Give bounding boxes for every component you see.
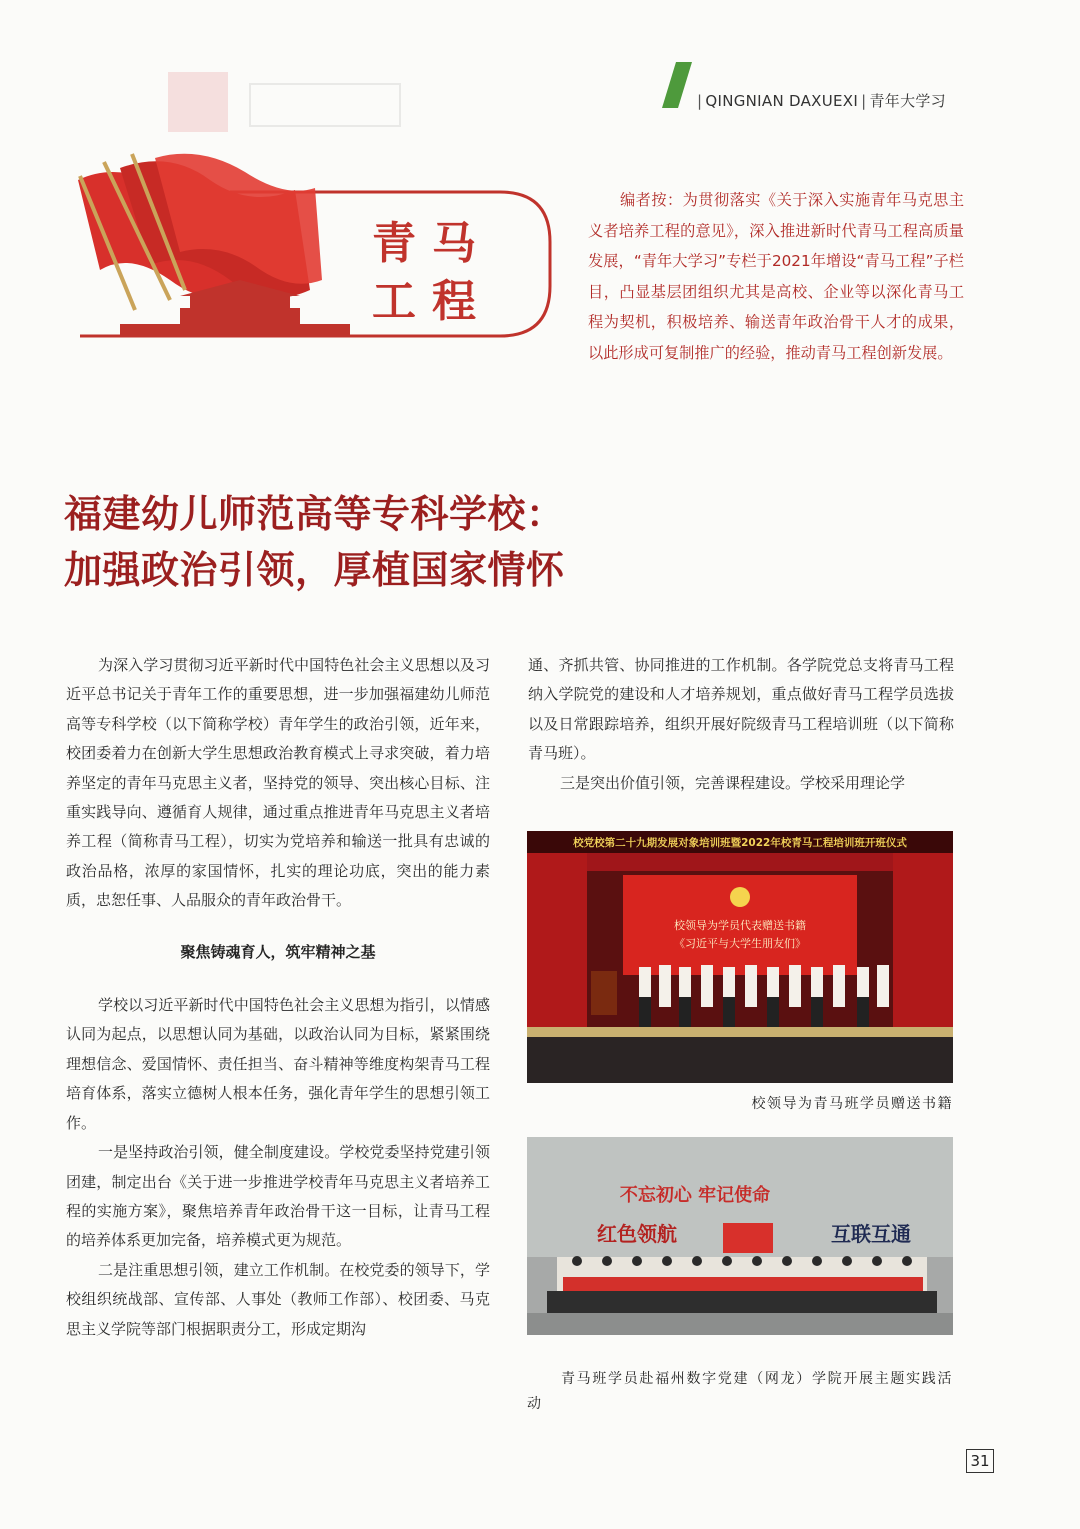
editor-note: 编者按：为贯彻落实《关于深入实施青年马克思主义者培养工程的意见》，深入推进新时代青马工程高质量发展，“青年大学习”专栏于2021年增设“青马工程”子栏目，凸显基层团组织尤其是高校、企业等以深化青马工程为契机，积极培养、输送青年政治骨干人才的成果，以此形成可复制推广的经验，推动青马工程创新发展。 [588, 191, 964, 362]
title-line-2: 加强政治引领，厚植国家情怀 [64, 547, 565, 592]
banner-char-4: 程 [432, 276, 476, 327]
banner-char-3: 工 [372, 276, 416, 327]
photo-book-gifting [527, 831, 953, 1083]
right-column [528, 651, 954, 798]
paragraph-3: 二是注重思想引领，建立工作机制。在校党委的领导下，学校组织统战部、宣传部、人事处（教师工作部）、校团委、马克思主义学院等部门根据职责分工，形成定期沟 [66, 1260, 490, 1338]
title-line-1: 福建幼儿师范高等专科学校： [64, 491, 565, 536]
screen-line-1: 校领导为学员代表赠送书籍 [674, 919, 806, 932]
left-column [66, 651, 490, 1344]
photo-caption-2: 青马班学员赴福州数字党建（网龙）学院开展主题实践活动 [527, 1371, 953, 1412]
photo-caption-1: 校领导为青马班学员赠送书籍 [751, 1096, 953, 1112]
banner-char-2: 马 [432, 218, 476, 269]
paragraph-4: 三是突出价值引领，完善课程建设。学校采用理论学 [560, 773, 906, 792]
faint-column-logo [160, 62, 410, 142]
tiananmen-icon [120, 280, 350, 336]
paragraph-2: 一是坚持政治引领，健全制度建设。学校党委坚持党建引领团建，制定出台《关于进一步推进学校青年马克思主义者培养工程的实施方案》，聚焦培养青年政治骨干这一目标，让青马工程的培养体系更加完备，培养模式更为规范。 [66, 1143, 490, 1250]
qingma-banner [60, 140, 560, 350]
wall-slogan: 不忘初心 牢记使命 [619, 1185, 771, 1206]
stage-banner-text: 校党校第二十九期发展对象培训班暨2022年校青马工程培训班开班仪式 [573, 837, 907, 849]
column-header: | QINGNIAN DAXUEXI | 青年大学习 [697, 92, 946, 110]
party-emblem-icon [730, 887, 750, 907]
green-stripe-icon [662, 62, 692, 108]
page-number: 31 [966, 1449, 994, 1473]
intro-paragraph: 为深入学习贯彻习近平新时代中国特色社会主义思想以及习近平总书记关于青年工作的重要思想，进一步加强福建幼儿师范高等专科学校（以下简称学校）青年学生的政治引领，近年来，校团委着力在创新大学生思想政治教育模式上寻求突破，着力培养坚定的青年马克思主义者，坚持党的领导、突出核心目标、注重实践导向、遵循育人规律，通过重点推进青年马克思主义者培养工程（简称青马工程），切实为党培养和输送一批具有忠诚的政治品格，浓厚的家国情怀，扎实的理论功底，突出的能力素质，忠恕任事、人品服众的青年政治骨干。 [66, 656, 490, 910]
paragraph-1: 学校以习近平新时代中国特色社会主义思想为指引，以情感认同为起点，以思想认同为基础，以政治认同为目标，紧紧围绕理想信念、爱国情怀、责任担当、奋斗精神等维度构架青马工程培育体系，落实立德树人根本任务，强化青年学生的思想引领工作。 [66, 996, 490, 1132]
column-title: 青年大学习 [869, 92, 946, 110]
wall-text-right: 互联互通 [831, 1222, 911, 1246]
section-heading: 聚焦铸魂育人，筑牢精神之基 [180, 942, 376, 961]
paragraph-3-continued: 通、齐抓共管、协同推进的工作机制。各学院党总支将青马工程纳入学院党的建设和人才培养规划，重点做好青马工程学员选拔以及日常跟踪培养，组织开展好院级青马工程培训班（以下简称青马班）。 [528, 656, 954, 763]
article-title [64, 486, 1024, 598]
photo-practice-activity [527, 1137, 953, 1335]
screen-line-2: 《习近平与大学生朋友们》 [674, 937, 806, 950]
red-flags-icon [78, 154, 322, 310]
wall-text-left: 红色领航 [597, 1222, 677, 1246]
banner-char-1: 青 [372, 218, 416, 269]
column-pinyin: QINGNIAN DAXUEXI [705, 92, 859, 110]
